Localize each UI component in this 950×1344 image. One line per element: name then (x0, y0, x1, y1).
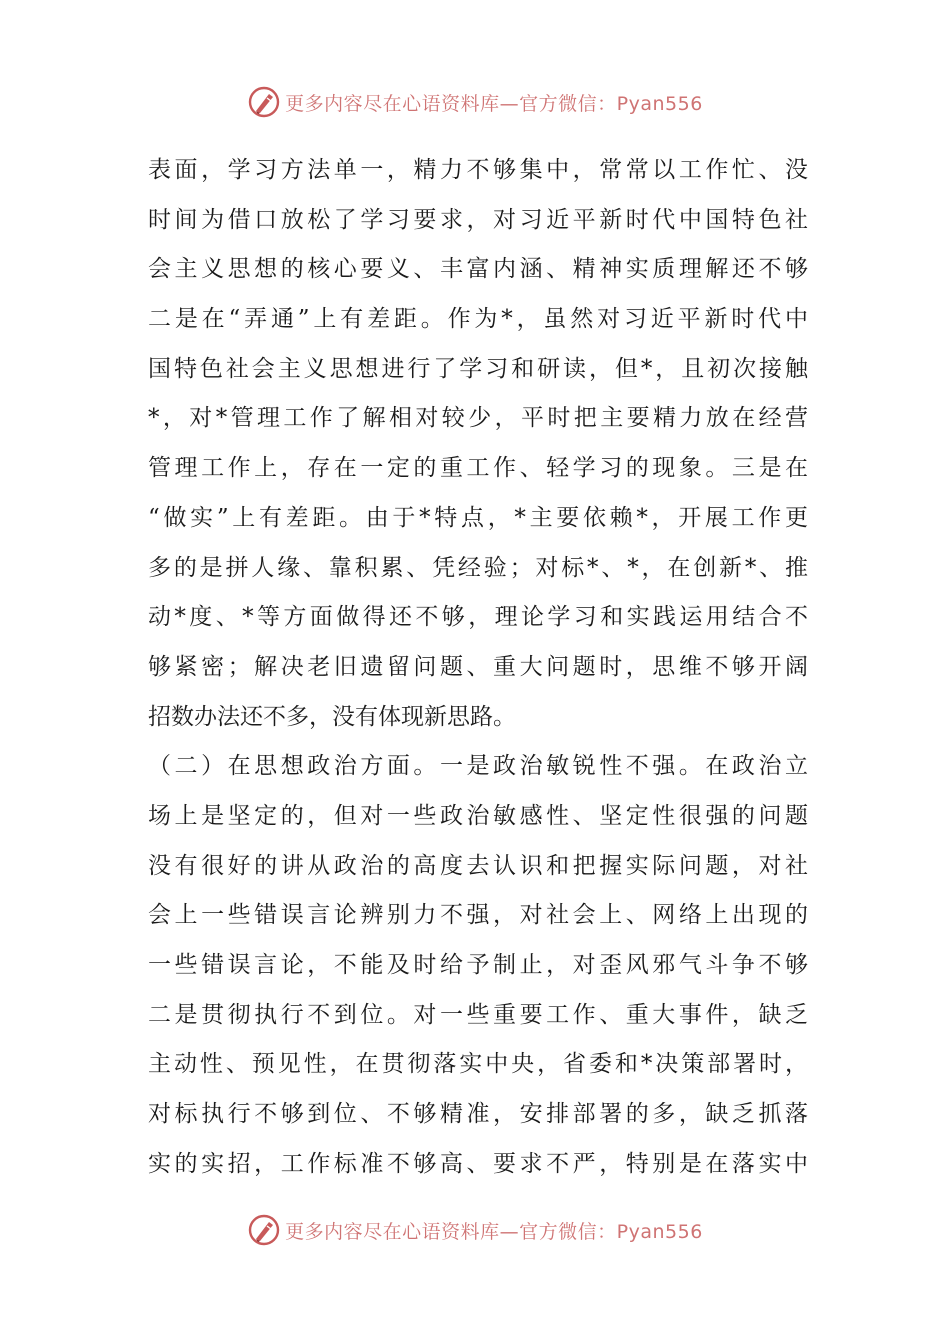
text-line: 会上一些错误言论辨别力不强，对社会上、网络上出现的 (148, 902, 808, 929)
text-line: 没有很好的讲从政治的高度去认识和把握实际问题，对社 (148, 852, 808, 879)
document-body (148, 146, 808, 1189)
pen-logo-icon (247, 1213, 281, 1247)
footer-banner-text: 更多内容尽在心语资料库—官方微信：Pyan556 (285, 1220, 703, 1243)
text-line: 够紧密；解决老旧遗留问题、重大问题时，思维不够开阔 (148, 653, 808, 680)
text-line: 动*度、*等方面做得还不够，理论学习和实践运用结合不 (148, 604, 808, 631)
text-line: 时间为借口放松了学习要求，对习近平新时代中国特色社 (148, 206, 808, 233)
text-line: 一些错误言论，不能及时给予制止，对歪风邪气斗争不够 (148, 952, 808, 978)
text-line: *，对*管理工作了解相对较少，平时把主要精力放在经营 (148, 405, 808, 432)
text-line: 国特色社会主义思想进行了学习和研读，但*，且初次接触 (148, 355, 808, 382)
text-line: 场上是坚定的，但对一些政治敏感性、坚定性很强的问题 (148, 802, 808, 829)
text-line: 对标执行不够到位、不够精准，安排部署的多，缺乏抓落 (148, 1101, 808, 1128)
pen-logo-icon (247, 85, 281, 119)
text-line: 管理工作上，存在一定的重工作、轻学习的现象。三是在 (148, 455, 808, 482)
footer-banner (0, 1208, 950, 1252)
text-line: 实的实招，工作标准不够高、要求不严，特别是在落实中 (148, 1150, 808, 1177)
text-line: “做实”上有差距。由于*特点，*主要依赖*，开展工作更 (148, 504, 808, 531)
text-line: （二）在思想政治方面。一是政治敏锐性不强。在政治立 (148, 753, 808, 780)
text-line: 二是在“弄通”上有差距。作为*，虽然对习近平新时代中 (148, 306, 808, 333)
header-banner-text: 更多内容尽在心语资料库—官方微信：Pyan556 (285, 92, 703, 115)
text-line: 主动性、预见性，在贯彻落实中央，省委和*决策部署时， (148, 1051, 808, 1078)
text-line: 会主义思想的核心要义、丰富内涵、精神实质理解还不够 (148, 256, 808, 283)
text-line: 招数办法还不多，没有体现新思路。 (148, 703, 516, 730)
text-line: 二是贯彻执行不到位。对一些重要工作、重大事件，缺乏 (148, 1001, 808, 1028)
header-banner (0, 80, 950, 124)
text-line: 表面，学习方法单一，精力不够集中，常常以工作忙、没 (148, 157, 808, 183)
text-line: 多的是拼人缘、靠积累、凭经验；对标*、*，在创新*、推 (148, 554, 808, 581)
